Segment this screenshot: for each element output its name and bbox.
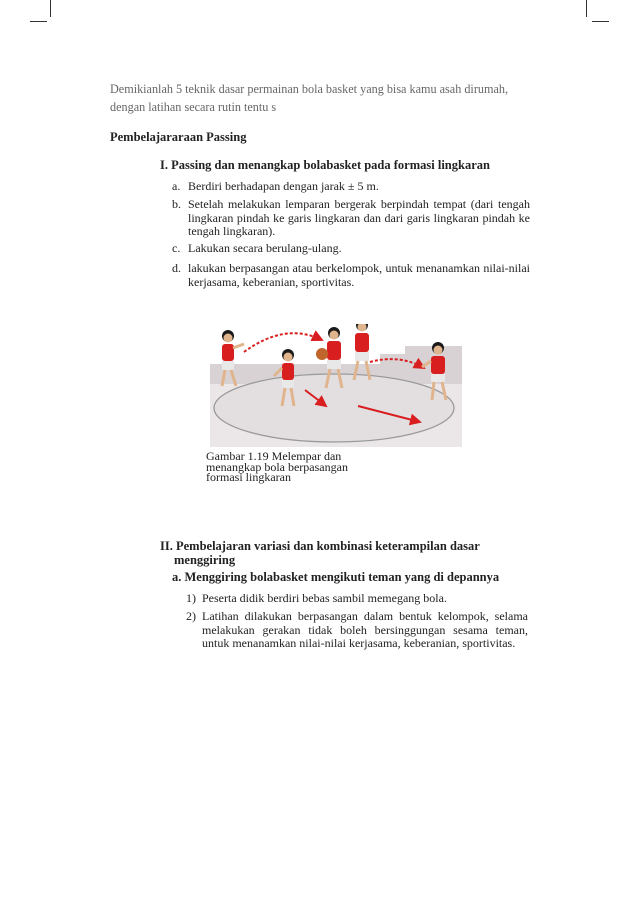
- list-text: Setelah melakukan lemparan bergerak berpindah tempat (dari tengah lingkaran pindah ke garis lingkaran dan dari garis lingkaran pindah ke tengah lingkaran).: [188, 197, 530, 238]
- section-title: Pembelajararaan Passing: [110, 130, 247, 144]
- part2-subheading: a. Menggiring bolabasket mengikuti teman yang di depannya: [172, 570, 500, 584]
- crop-mark: [50, 0, 51, 17]
- list-item: [172, 262, 530, 289]
- court-circle: [214, 374, 454, 442]
- list-item: [186, 610, 528, 651]
- list-marker: 2): [186, 609, 196, 623]
- intro-paragraph: Demikianlah 5 teknik dasar permainan bola basket yang bisa kamu asah dirumah, dengan latihan secara rutin tentu s: [110, 82, 509, 114]
- pass-arrow: [244, 333, 322, 352]
- list-text: lakukan berpasangan atau berkelompok, untuk menanamkan nilai-nilai kerjasama, keberanian, sportivitas.: [188, 261, 530, 289]
- part1-heading: I. Passing dan menangkap bolabasket pada formasi lingkaran: [160, 158, 490, 172]
- crop-mark: [30, 21, 47, 22]
- caption-line: formasi lingkaran: [206, 470, 291, 484]
- list-text: Lakukan secara berulang-ulang.: [188, 241, 342, 255]
- list-item: [186, 592, 528, 606]
- basketball-icon: [316, 348, 328, 360]
- figure-caption: [206, 451, 406, 483]
- list-text: Peserta didik berdiri bebas sambil memegang bola.: [202, 591, 447, 605]
- list-item: [172, 242, 530, 256]
- caption-line: menangkap bola berpasangan: [206, 459, 348, 474]
- list-text: Latihan dilakukan berpasangan dalam bentuk kelompok, selama melakukan gerakan tidak boleh bersinggungan sesama teman, untuk menanamkan nilai-nilai kerjasama, keberanian, sportivitas.: [202, 609, 528, 650]
- list-item: [172, 198, 530, 239]
- caption-line: Gambar 1.19 Melempar dan: [206, 449, 342, 463]
- list-marker: a.: [172, 179, 181, 193]
- crop-mark: [586, 0, 587, 17]
- part2-heading: II. Pembelajaran variasi dan kombinasi keterampilan dasar menggiring: [160, 539, 480, 567]
- list-marker: d.: [172, 261, 181, 275]
- list-marker: c.: [172, 241, 181, 255]
- crop-mark: [592, 21, 609, 22]
- list-marker: b.: [172, 197, 181, 211]
- list-text: Berdiri berhadapan dengan jarak ± 5 m.: [188, 179, 379, 193]
- list-marker: 1): [186, 591, 196, 605]
- list-item: [172, 180, 530, 194]
- passing-circle-illustration: [210, 324, 462, 447]
